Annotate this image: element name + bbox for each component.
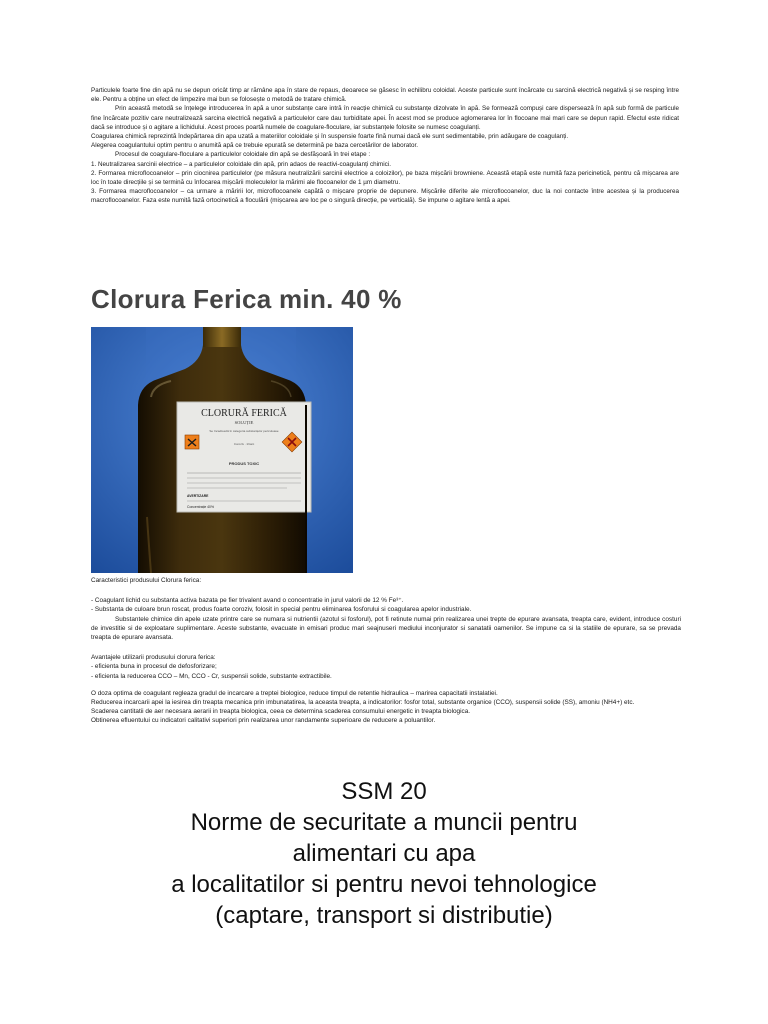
intro-paragraph: Procesul de coagulare-floculare a particulelor coloidale din apă se desfășoară în trei etape : — [115, 151, 371, 159]
ssm-title-line: a localitatilor si pentru nevoi tehnologice — [171, 871, 597, 898]
advantage-item: - eficienta la reducerea CCO – Mn, CCO - Cr, suspensii solide, substante extractibile. — [91, 672, 332, 680]
product-title: Clorura Ferica min. 40 % — [91, 284, 402, 314]
intro-paragraph: Prin această metodă se înțelege introducerea în apă a unor substanțe care intră în reacție chimică cu substanțe dizolvate în apă. Se formează compuși care dispersează în apă sub formă de particule fine încărcate pozitiv care neutralizează sarcina electrică negativă a particulelor care dau turbiditate apei. În acest mod se produce aglomerarea lor în flocoane mai mari care se depun rapid. Efectul este ridicat dacă se introduce și o agitare a lichidului. Acest proces poartă numele de coagulare-floculare, iar substanțele folosite se numesc coagulanți. — [91, 105, 679, 131]
ssm-title-line: alimentari cu apa — [292, 840, 476, 867]
label-info-2: Coroziv · Iritant — [233, 442, 255, 446]
intro-paragraph: Coagularea chimică reprezintă îndepărtarea din apa uzată a materiilor coloidale și în suspensie foarte fină numai dacă ele sunt sedimentabile, prin adăugare de coagulanți. — [91, 133, 569, 141]
label-concentration: Concentrație 40% — [187, 505, 214, 509]
characteristic-item: Substantele chimice din apele uzate printre care se numara si nutrientii (azotul si fosforul), pot fi retinute numai prin realizarea unei trepte de epurare avansata, treapta care, evident, introduce costuri de investitie si de exploatare suplimentare. Aceste substante, evacuate in emisari produc mari seajnuseri mediului inconjurator si sanatatii oamenilor. Se impune ca si la statiile de epurare, sa se prevada treapta de epurare avansata. — [91, 615, 681, 642]
characteristic-item: - Substanta de culoare brun roscat, produs foarte coroziv, folosit in special pentru eliminarea fosforului si coagularea apelor industriale. — [91, 606, 472, 614]
stage-1: 1. Neutralizarea sarcinii electrice – a particulelor coloidale din apă, prin adaos de reactivi-coagulanți chimici. — [91, 160, 391, 168]
product-photo — [91, 327, 353, 573]
intro-text-block — [91, 86, 679, 206]
ssm-heading — [91, 776, 677, 931]
dose-paragraph: Obtinerea efluentului cu indicatori calitativi superiori prin realizarea unor randamente superioare de reducere a poluantilor. — [91, 717, 436, 725]
characteristic-item: - Coagulant lichid cu substanta activa bazata pe fier trivalent avand o concentratie in jurul valorii de 12 % Fe³⁺. — [91, 597, 404, 605]
ssm-title-line: Norme de securitate a muncii pentru — [190, 809, 578, 836]
characteristics-block — [91, 576, 681, 726]
stage-3: 3. Formarea macroflocoanelor – ca urmare a măririi lor, microflocoanele capătă o mișcare proprie de depunere. Mișcările diferite ale microflocoanelor, duc la noi contacte între acestea și la producerea macroflocoanelor. Faza este numită fază ortocinetică a floculării (mișcarea are loc pe o singură direcție, pe verticală). Se impune o agitare lentă a apei. — [91, 188, 679, 205]
label-warning: AVERTIZARE — [187, 494, 209, 498]
dose-paragraph: O doza optima de coagulant regleaza gradul de incarcare a treptei biologice, reduce timpul de retentie hidraulica – marirea capacitatii instalatiei. — [91, 689, 498, 697]
ssm-title-line: (captare, transport si distributie) — [215, 902, 553, 929]
intro-paragraph: Particulele foarte fine din apă nu se depun oricât timp ar rămâne apa în stare de repaus, deoarece se găsesc în echilibru coloidal. Aceste particule sunt încărcate cu sarcină electrică negativă și se resping între ele. Pentru a obține un efect de limpezire mai bun se folosește o metodă de tratare chimică. — [91, 87, 679, 104]
characteristics-heading: Caracteristici produsului Clorura ferica: — [91, 577, 202, 584]
dose-paragraph: Scaderea cantitatii de aer necesara aerarii in treapta biologica, ceea ce determina scaderea consumului energetic in treapta biologica. — [91, 708, 471, 716]
label-product: PRODUS TOXIC — [228, 461, 260, 466]
ssm-code: SSM 20 — [341, 778, 427, 805]
advantages-heading: Avantajele utilizarii produsului clorura ferica: — [91, 654, 216, 662]
dose-paragraph: Reducerea incarcarii apei la iesirea din treapta mecanica prin imbunatatirea, la aceasta treapta, a indicatorilor: fosfor total, substante organice (CCO), suspensii solide (SS), amoniu (NH4+) etc. — [91, 699, 635, 707]
intro-paragraph: Alegerea coagulantului optim pentru o anumită apă ce trebuie epurată se determină pe baza cercetărilor de laborator. — [91, 142, 418, 150]
bottle-image — [91, 327, 353, 573]
advantage-item: - eficienta buna in procesul de defosforizare; — [91, 663, 217, 671]
label-name: CLORURĂ FERICĂ — [201, 408, 287, 419]
stage-2: 2. Formarea microflocoanelor – prin ciocnirea particulelor (pe măsura neutralizării sarcinii electrice a coloizilor), pe baza mișcării browniene. Această etapă este numită faza pericinetică, pentru că mișcarea are loc în toate direcțiile și se termină cu înfocarea mișcării moleculelor la mărimi ale flocoanelor de 1 µm diametru. — [91, 169, 679, 187]
label-info: Se încadrează în categoria substanțelor periculoase — [209, 429, 279, 433]
label-sub: SOLUȚIE — [234, 420, 254, 425]
